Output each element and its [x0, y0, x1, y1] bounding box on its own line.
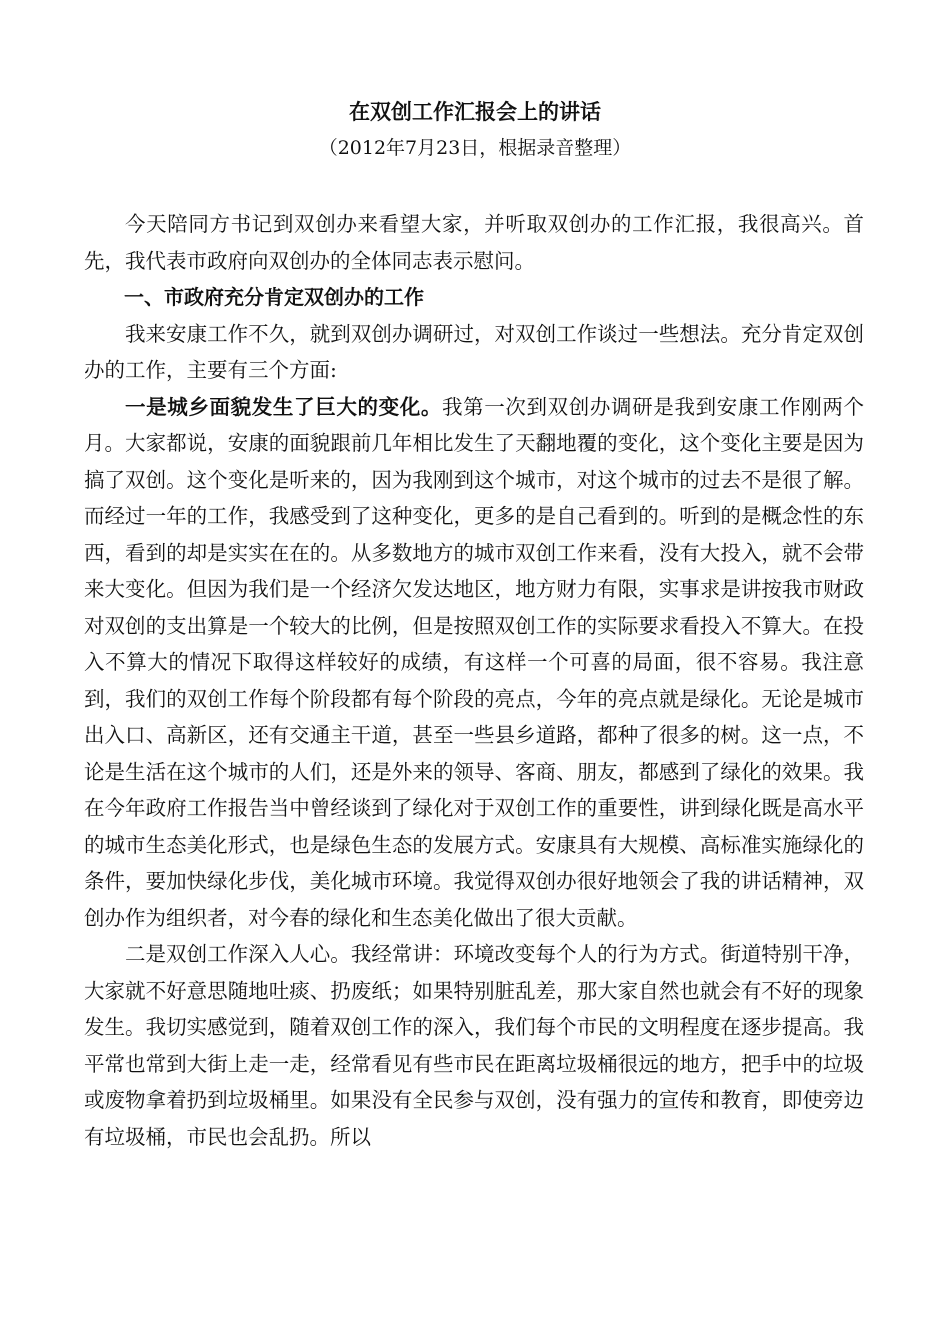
point-1-paragraph — [84, 389, 864, 937]
point-2-paragraph: 二是双创工作深入人心。我经常讲：环境改变每个人的行为方式。街道特别干净，大家就不好意思随地吐痰、扔废纸；如果特别脏乱差，那大家自然也就会有不好的现象发生。我切实感觉到，随着双创工作的深入，我们每个市民的文明程度在逐步提高。我平常也常到大街上走一走，经常看见有些市民在距离垃圾桶很远的地方，把手中的垃圾或废物拿着扔到垃圾桶里。如果没有全民参与双创，没有强力的宣传和教育，即使旁边有垃圾桶，市民也会乱扔。所以 — [84, 942, 864, 1149]
page-title: 在双创工作汇报会上的讲话 — [349, 99, 601, 124]
page-subtitle: （2012年7月23日，根据录音整理） — [318, 137, 632, 159]
point-1-lead: 一是城乡面貌发生了巨大的变化。 — [125, 394, 442, 419]
intro-paragraph: 今天陪同方书记到双创办来看望大家，并听取双创办的工作汇报，我很高兴。首先，我代表市政府向双创办的全体同志表示慰问。 — [84, 212, 864, 273]
section-1-paragraph: 我来安康工作不久，就到双创办调研过，对双创工作谈过一些想法。充分肯定双创办的工作，主要有三个方面: — [84, 321, 864, 382]
document-body — [84, 206, 864, 1155]
point-1-text: 我第一次到双创办调研是我到安康工作刚两个月。大家都说，安康的面貌跟前几年相比发生了天翻地覆的变化，这个变化主要是因为搞了双创。这个变化是听来的，因为我刚到这个城市，对这个城市的过去不是很了解。而经过一年的工作，我感受到了这种变化，更多的是自己看到的。听到的是概念性的东西，看到的却是实实在在的。从多数地方的城市双创工作来看，没有大投入，就不会带来大变化。但因为我们是一个经济欠发达地区，地方财力有限，实事求是讲按我市财政对双创的支出算是一个较大的比例，但是按照双创工作的实际要求看投入不算大。在投入不算大的情况下取得这样较好的成绩，有这样一个可喜的局面，很不容易。我注意到，我们的双创工作每个阶段都有每个阶段的亮点，今年的亮点就是绿化。无论是城市出入口、高新区，还有交通主干道，甚至一些县乡道路，都种了很多的树。这一点，不论是生活在这个城市的人们，还是外来的领导、客商、朋友，都感到了绿化的效果。我在今年政府工作报告当中曾经谈到了绿化对于双创工作的重要性，讲到绿化既是高水平的城市生态美化形式，也是绿色生态的发展方式。安康具有大规模、高标准实施绿化的条件，要加快绿化步伐，美化城市环境。我觉得双创办很好地领会了我的讲话精神，双创办作为组织者，对今春的绿化和生态美化做出了很大贡献。 — [84, 394, 864, 930]
section-heading-1: 一、市政府充分肯定双创办的工作 — [124, 285, 424, 309]
